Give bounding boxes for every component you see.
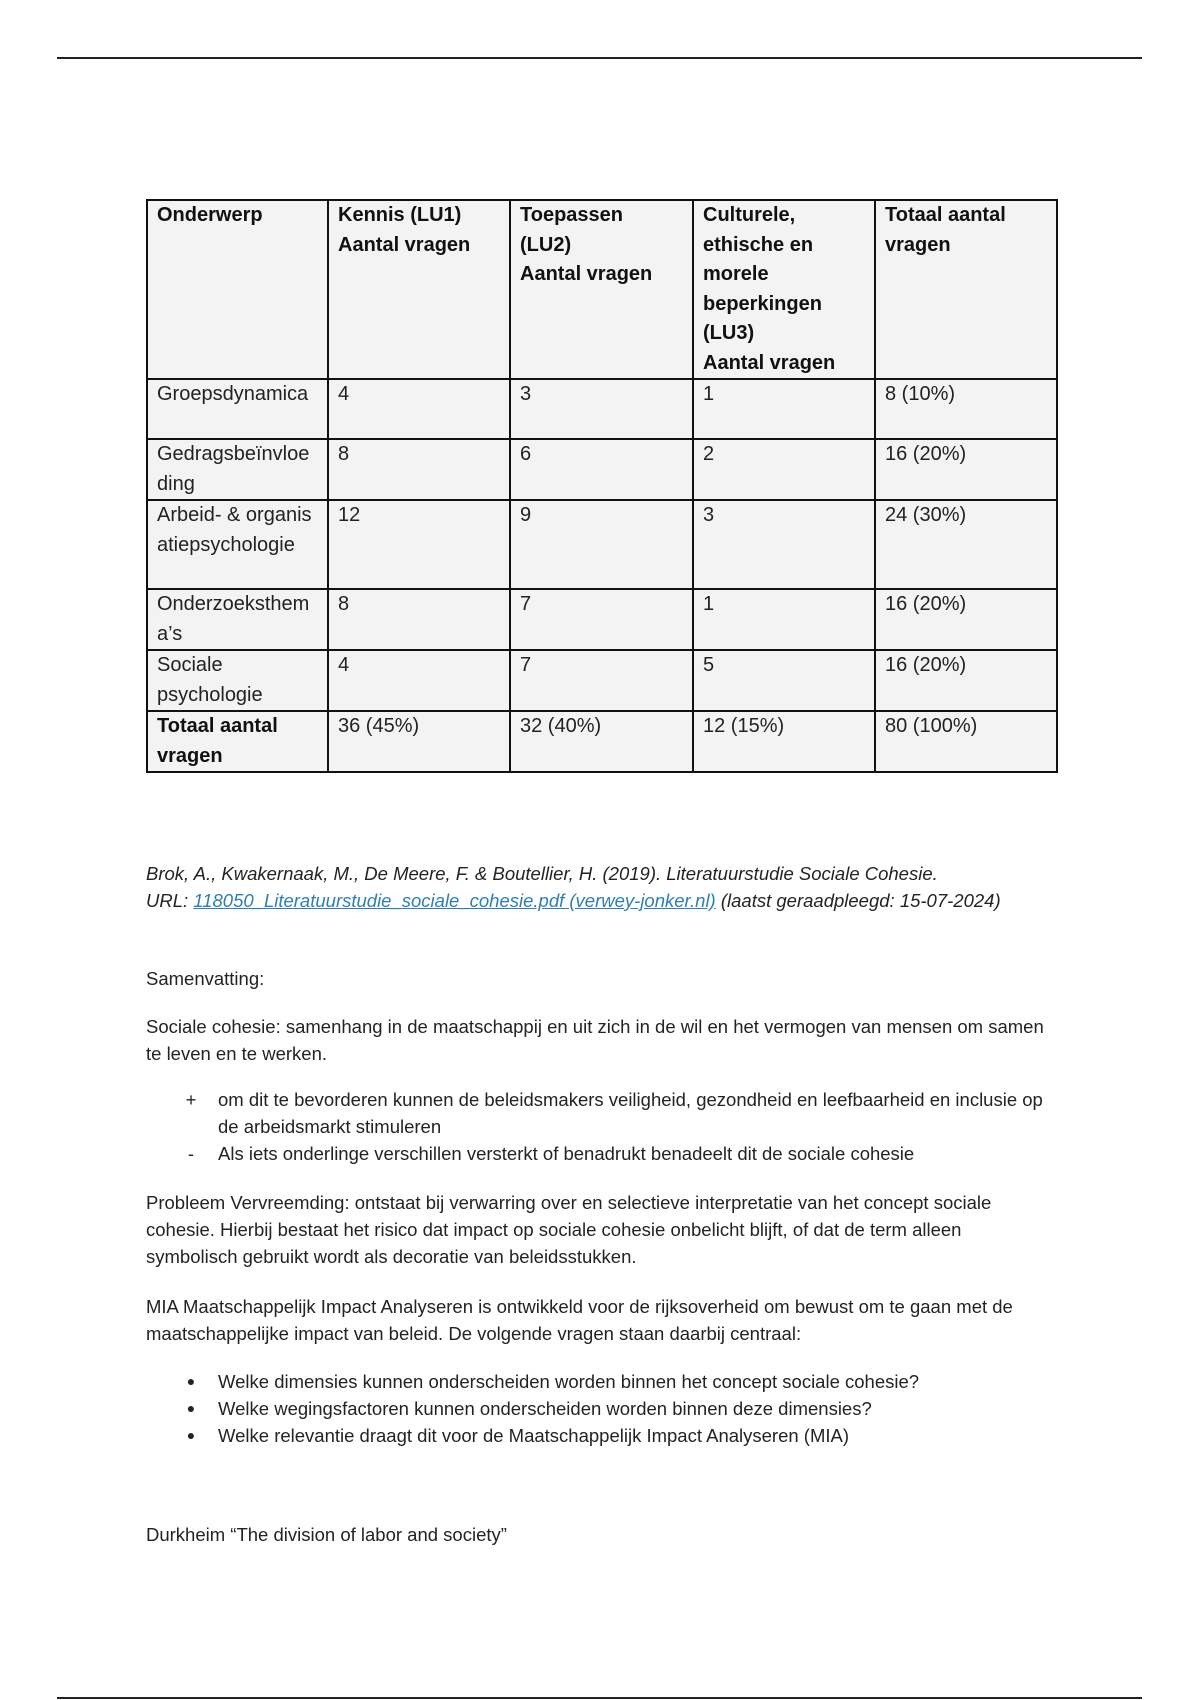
header-onderwerp: Onderwerp (147, 200, 328, 379)
cell-total-toepassen: 32 (40%) (510, 711, 693, 772)
cell-onderwerp: Onderzoeksthema’s (147, 589, 328, 650)
paragraph-durkheim: Durkheim “The division of labor and society” (146, 1524, 507, 1545)
cell-totaal: 24 (30%) (875, 500, 1057, 589)
table-row (147, 650, 1057, 711)
list-item: ● Welke wegingsfactoren kunnen onderscheiden worden binnen deze dimensies? (146, 1395, 1046, 1422)
cell-onderwerp: Gedragsbeïnvloeding (147, 439, 328, 500)
cell-totaal: 16 (20%) (875, 650, 1057, 711)
cell-culturele: 2 (693, 439, 875, 500)
citation-accessed: (laatst geraadpleegd: 15-07-2024) (715, 890, 1001, 911)
cell-culturele: 1 (693, 379, 875, 439)
citation (146, 860, 1046, 914)
pros-cons-list (146, 1086, 1046, 1167)
header-toepassen: Toepassen (LU2) Aantal vragen (510, 200, 693, 379)
table-row (147, 379, 1057, 439)
list-item: + om dit te bevorderen kunnen de beleidsmakers veiligheid, gezondheid en leefbaarheid en inclusie op de arbeidsmarkt stimuleren (146, 1086, 1046, 1140)
cell-toepassen: 6 (510, 439, 693, 500)
paragraph-mia: MIA Maatschappelijk Impact Analyseren is ontwikkeld voor de rijksoverheid om bewust om te gaan met de maatschappelijke impact van beleid. De volgende vragen staan daarbij centraal: (146, 1296, 1013, 1344)
cell-onderwerp: Sociale psychologie (147, 650, 328, 711)
cell-totaal: 8 (10%) (875, 379, 1057, 439)
paragraph-cohesie: Sociale cohesie: samenhang in de maatschappij en uit zich in de wil en het vermogen van mensen om samen te leven en te werken. (146, 1016, 1044, 1064)
header-totaal: Totaal aantal vragen (875, 200, 1057, 379)
citation-authors: Brok, A., Kwakernaak, M., De Meere, F. & Boutellier, H. (2019). Literatuurstudie Sociale Cohesie. (146, 863, 938, 884)
bullet-icon: ● (186, 1400, 196, 1416)
bullet-icon: ● (186, 1427, 196, 1443)
question-distribution-table (146, 199, 1058, 773)
table-total-row (147, 711, 1057, 772)
questions-list (146, 1368, 1046, 1449)
cell-culturele: 3 (693, 500, 875, 589)
cell-toepassen: 9 (510, 500, 693, 589)
table-row (147, 500, 1057, 589)
table-row (147, 589, 1057, 650)
citation-url-prefix: URL: (146, 890, 194, 911)
cell-total-kennis: 36 (45%) (328, 711, 510, 772)
list-item: ● Welke dimensies kunnen onderscheiden worden binnen het concept sociale cohesie? (146, 1368, 1046, 1395)
cell-totaal: 16 (20%) (875, 439, 1057, 500)
cell-onderwerp: Arbeid- & organisatiepsychologie (147, 500, 328, 589)
cell-culturele: 5 (693, 650, 875, 711)
plus-marker-icon: + (185, 1089, 197, 1110)
header-kennis: Kennis (LU1) Aantal vragen (328, 200, 510, 379)
cell-total-culturele: 12 (15%) (693, 711, 875, 772)
header-rule (57, 57, 1142, 59)
paragraph-probleem: Probleem Vervreemding: ontstaat bij verwarring over en selectieve interpretatie van het concept sociale cohesie. Hierbij bestaat het risico dat impact op sociale cohesie onbelicht blijft, of dat de term alleen symbolisch gebruikt wordt als decoratie van beleidsstukken. (146, 1192, 992, 1267)
table-header-row (147, 200, 1057, 379)
cell-toepassen: 3 (510, 379, 693, 439)
list-item: ● Welke relevantie draagt dit voor de Maatschappelijk Impact Analyseren (MIA) (146, 1422, 1046, 1449)
summary-heading: Samenvatting: (146, 968, 265, 989)
header-culturele: Culturele, ethische en morele beperkingen (LU3) Aantal vragen (693, 200, 875, 379)
cell-kennis: 12 (328, 500, 510, 589)
cell-kennis: 8 (328, 589, 510, 650)
dash-marker-icon: - (187, 1143, 195, 1164)
cell-toepassen: 7 (510, 589, 693, 650)
cell-total-label: Totaal aantal vragen (147, 711, 328, 772)
bullet-icon: ● (186, 1373, 196, 1389)
cell-totaal: 16 (20%) (875, 589, 1057, 650)
cell-total-totaal: 80 (100%) (875, 711, 1057, 772)
cell-culturele: 1 (693, 589, 875, 650)
table-row (147, 439, 1057, 500)
citation-link[interactable]: 118050_Literatuurstudie_sociale_cohesie.pdf (verwey-jonker.nl) (193, 890, 716, 911)
cell-onderwerp: Groepsdynamica (147, 379, 328, 439)
footer-rule (57, 1697, 1142, 1699)
cell-toepassen: 7 (510, 650, 693, 711)
list-item: - Als iets onderlinge verschillen versterkt of benadrukt benadeelt dit de sociale cohesie (146, 1140, 1046, 1167)
cell-kennis: 4 (328, 650, 510, 711)
cell-kennis: 4 (328, 379, 510, 439)
cell-kennis: 8 (328, 439, 510, 500)
